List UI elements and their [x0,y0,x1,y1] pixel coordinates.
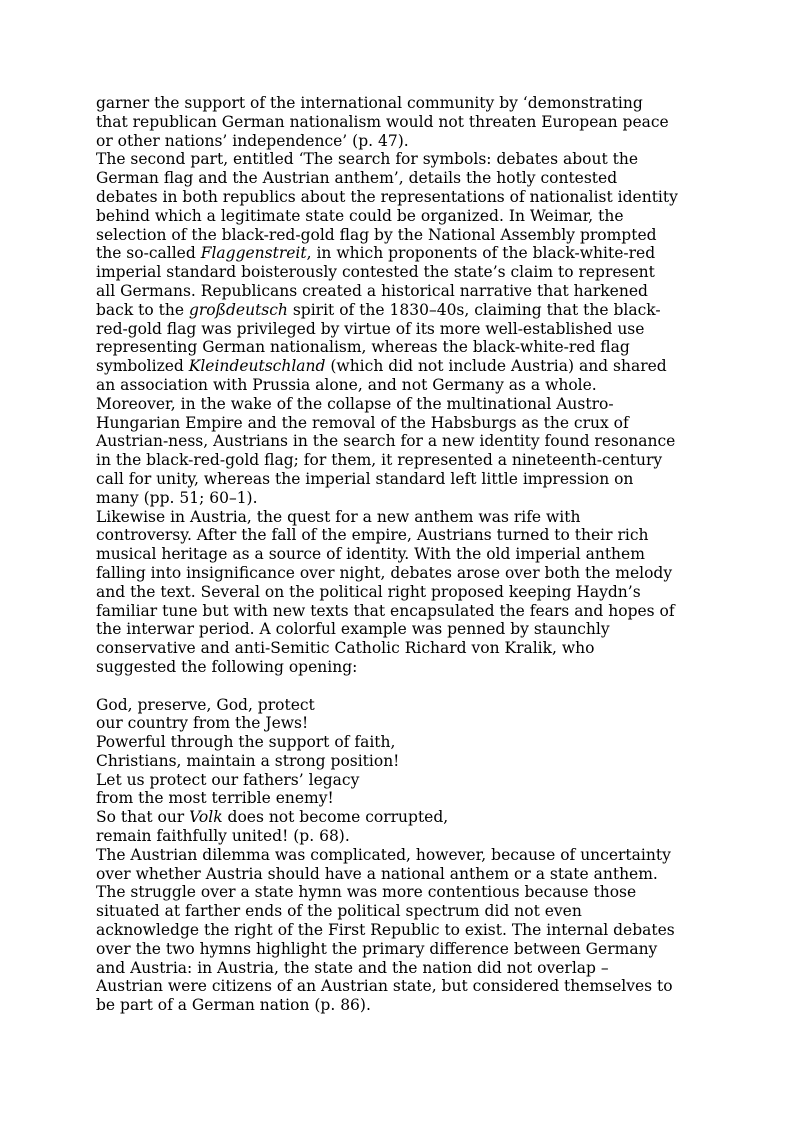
text-run: the so-called [96,244,201,263]
text-line [96,244,716,263]
text-run: conservative and anti-Semitic Catholic Richard von Kralik, who [96,639,595,658]
text-line [96,996,716,1015]
text-run: Austrian were citizens of an Austrian state, but considered themselves to [96,977,673,996]
text-line [96,376,716,395]
text-run: , in which proponents of the black-white-red [306,244,656,263]
paragraph-3 [96,508,716,677]
text-line [96,508,716,527]
text-line [96,94,716,113]
text-run: back to the [96,300,189,319]
text-run: Christians, maintain a strong position! [96,751,400,770]
text-line [96,883,716,902]
text-line [96,602,716,621]
text-line [96,696,716,715]
text-run: Austrian-ness, Austrians in the search for a new identity found resonance [96,432,676,451]
text-run: an association with Prussia alone, and not Germany as a whole. [96,375,597,394]
text-line [96,338,716,357]
text-line [96,545,716,564]
text-run: behind which a legitimate state could be organized. In Weimar, the [96,206,624,225]
text-line [96,808,716,827]
text-run: call for unity, whereas the imperial standard left little impression on [96,469,634,488]
text-line [96,752,716,771]
text-run: that republican German nationalism would not threaten European peace [96,112,669,131]
text-line [96,169,716,188]
text-line [96,150,716,169]
text-run: debates in both republics about the representations of nationalist identity [96,187,678,206]
text-run: Likewise in Austria, the quest for a new anthem was rife with [96,507,581,526]
text-line [96,620,716,639]
text-line [96,414,716,433]
text-run: acknowledge the right of the First Republic to exist. The internal debates [96,921,675,940]
text-line [96,207,716,226]
text-run: red-gold flag was privileged by virtue of its more well-established use [96,319,645,338]
italic-term: Flaggenstreit [200,244,307,263]
text-run: from the most terrible enemy! [96,789,334,808]
italic-term: großdeutsch [188,300,288,319]
text-run: over the two hymns highlight the primary difference between Germany [96,939,658,958]
text-line [96,977,716,996]
text-run: or other nations’ independence’ (p. 47). [96,131,409,150]
text-run: all Germans. Republicans created a historical narrative that harkened [96,281,648,300]
text-run: Let us protect our fathers’ legacy [96,770,360,789]
text-line [96,432,716,451]
text-run: God, preserve, God, protect [96,695,315,714]
paragraph-1 [96,94,716,150]
text-line [96,658,716,677]
review-text [96,94,716,1015]
text-line [96,226,716,245]
text-line [96,827,716,846]
text-line [96,902,716,921]
text-run: selection of the black-red-gold flag by the National Assembly prompted [96,225,657,244]
text-run: (which did not include Austria) and shared [325,357,667,376]
text-run: The Austrian dilemma was complicated, however, because of uncertainty [96,845,671,864]
text-line [96,789,716,808]
text-line [96,921,716,940]
text-run: representing German nationalism, whereas the black-white-red flag [96,338,630,357]
text-run: in the black-red-gold flag; for them, it represented a nineteenth-century [96,451,663,470]
text-line [96,282,716,301]
text-line [96,470,716,489]
text-line [96,714,716,733]
text-run: remain faithfully united! (p. 68). [96,827,350,846]
text-run: controversy. After the fall of the empire, Austrians turned to their rich [96,526,649,545]
text-run: many (pp. 51; 60–1). [96,488,258,507]
text-line [96,639,716,658]
italic-term: Kleindeutschland [188,357,326,376]
text-run: over whether Austria should have a national anthem or a state anthem. [96,864,658,883]
text-run: German flag and the Austrian anthem’, details the hotly contested [96,169,618,188]
text-run: does not become corrupted, [222,808,449,827]
text-run: The struggle over a state hymn was more contentious because those [96,883,637,902]
text-line [96,564,716,583]
text-run: The second part, entitled ‘The search for symbols: debates about the [96,150,639,169]
text-run: Powerful through the support of faith, [96,733,396,752]
text-run: symbolized [96,357,189,376]
paragraph-2 [96,150,716,507]
text-run: falling into insignificance over night, debates arose over both the melody [96,563,673,582]
text-run: Hungarian Empire and the removal of the Habsburgs as the crux of [96,413,629,432]
text-line [96,959,716,978]
text-line [96,451,716,470]
anthem-verse [96,696,716,846]
text-line [96,188,716,207]
text-line [96,733,716,752]
text-run: situated at farther ends of the political spectrum did not even [96,902,582,921]
text-run: the interwar period. A colorful example was penned by staunchly [96,620,610,639]
text-line [96,940,716,959]
text-line [96,583,716,602]
text-line [96,771,716,790]
paragraph-4 [96,846,716,1015]
text-line [96,301,716,320]
text-run: suggested the following opening: [96,657,358,676]
blank-line [96,677,716,696]
text-run: So that our [96,808,190,827]
text-line [96,263,716,282]
text-run: imperial standard boisterously contested the state’s claim to represent [96,263,655,282]
text-line [96,113,716,132]
text-run: and Austria: in Austria, the state and the nation did not overlap – [96,958,609,977]
text-run: garner the support of the international community by ‘demonstrating [96,94,643,112]
text-run: Moreover, in the wake of the collapse of the multinational Austro- [96,394,614,413]
text-line [96,489,716,508]
text-run: musical heritage as a source of identity. With the old imperial anthem [96,545,645,564]
text-line [96,132,716,151]
text-line [96,526,716,545]
text-run: be part of a German nation (p. 86). [96,996,371,1015]
text-line [96,395,716,414]
text-line [96,357,716,376]
text-line [96,865,716,884]
text-run: familiar tune but with new texts that encapsulated the fears and hopes of [96,601,675,620]
text-line [96,846,716,865]
text-run: and the text. Several on the political right proposed keeping Haydn’s [96,582,641,601]
text-run: spirit of the 1830–40s, claiming that the black- [287,300,661,319]
text-line [96,320,716,339]
text-run: our country from the Jews! [96,714,309,733]
italic-term: Volk [189,808,223,827]
